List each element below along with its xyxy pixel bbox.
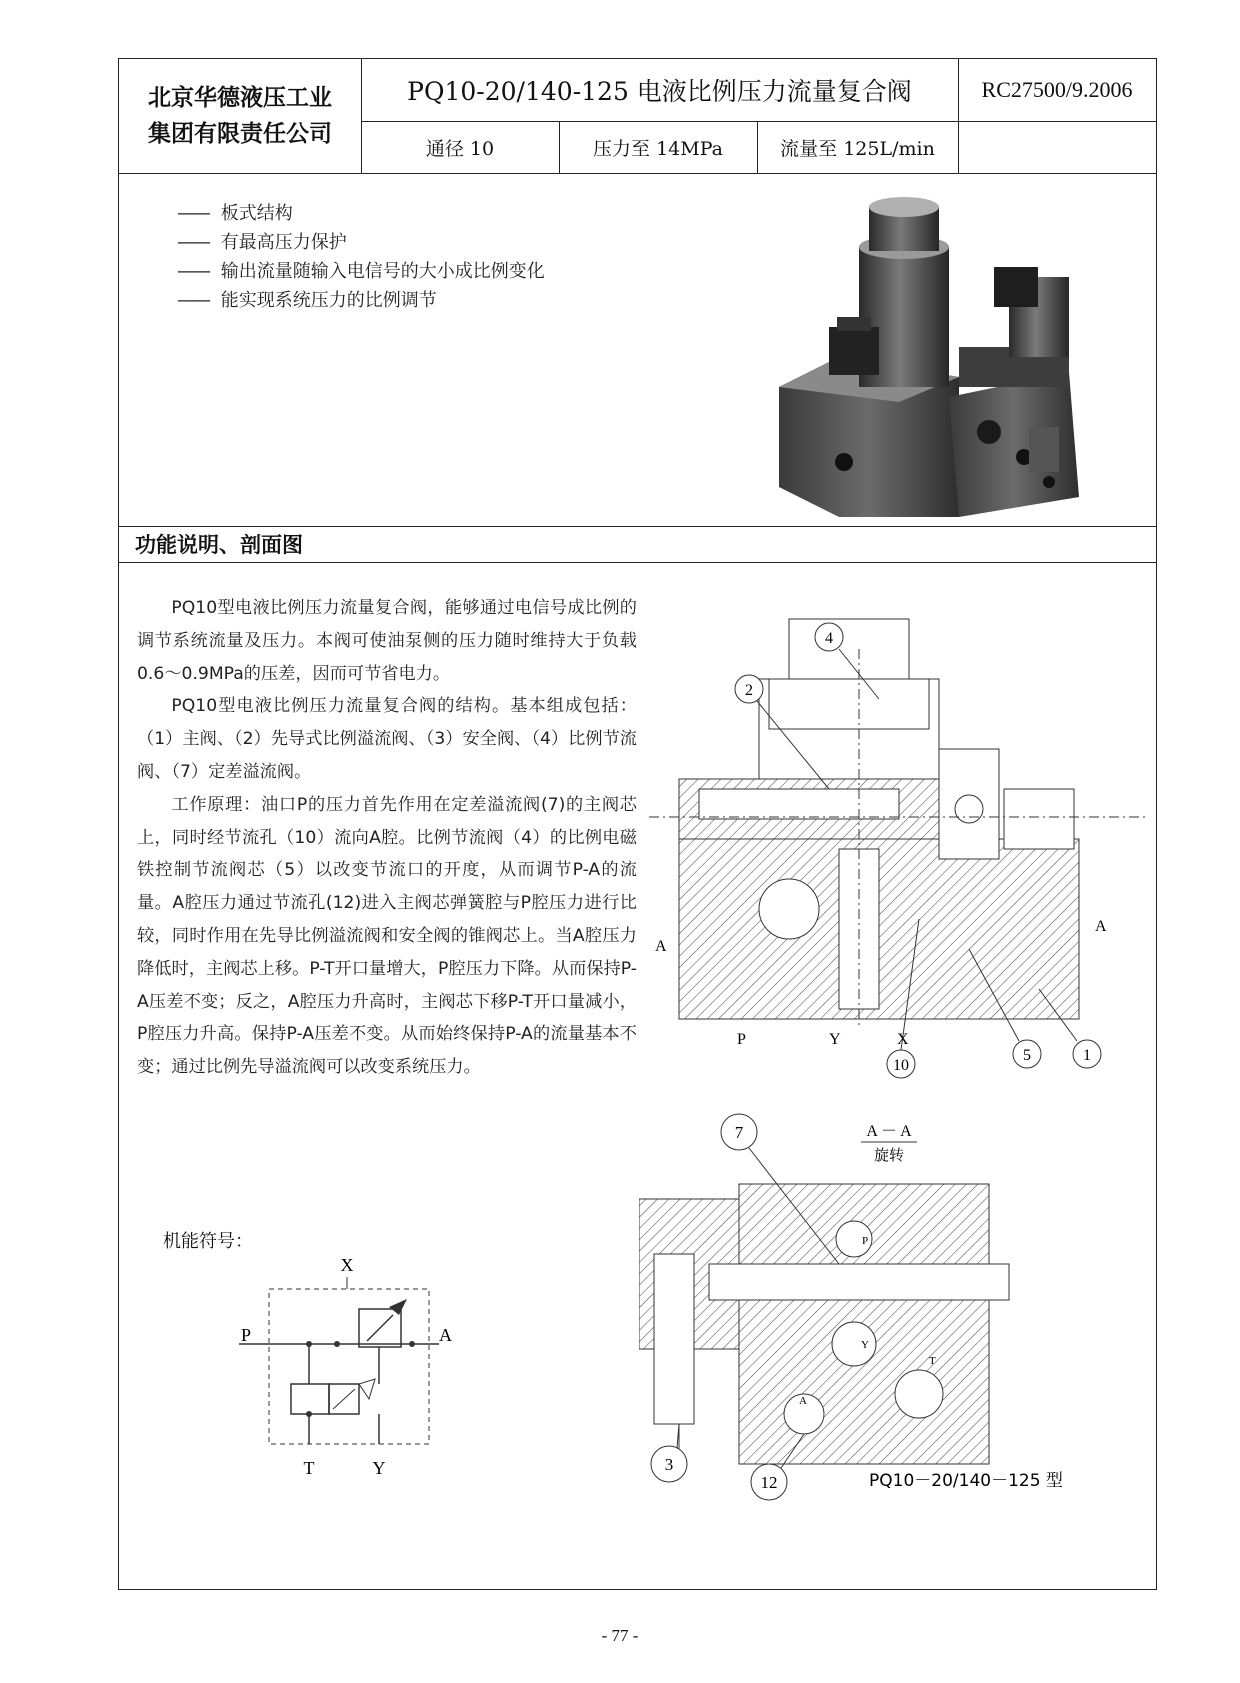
- document-code: RC27500/9.2006: [981, 77, 1133, 102]
- label-x: X: [897, 1031, 909, 1048]
- section-bottom-line: [119, 562, 1156, 563]
- callout-10: 10: [893, 1057, 909, 1074]
- callout-1: 1: [1083, 1047, 1091, 1064]
- symbol-port-y: Y: [372, 1458, 386, 1478]
- callout-3: 3: [664, 1455, 674, 1474]
- callout-2: 2: [745, 682, 753, 699]
- product-photo: [759, 187, 1159, 527]
- callout-7: 7: [734, 1123, 744, 1142]
- symbol-port-a: A: [439, 1325, 452, 1345]
- company-line-2: 集团有限责任公司: [148, 121, 332, 147]
- callout-4: 4: [825, 630, 833, 647]
- spec-flow: 流量至 125L/min: [780, 137, 935, 160]
- feature-list: [177, 199, 545, 315]
- page-frame: [118, 58, 1157, 1590]
- aa-port-p: P: [862, 1235, 869, 1247]
- aa-port-t: T: [929, 1355, 936, 1367]
- header-bottom-line: [119, 173, 1156, 174]
- callout-5: 5: [1023, 1047, 1031, 1064]
- feature-item: —— 能实现系统压力的比例调节: [177, 286, 545, 315]
- product-title: PQ10-20/140-125 电液比例压力流量复合阀: [407, 77, 912, 106]
- label-a-right: A: [1095, 918, 1107, 935]
- company-line-1: 北京华德液压工业: [148, 85, 332, 111]
- aa-heading: A － A: [866, 1123, 912, 1140]
- model-label: PQ10－20/140－125 型: [869, 1471, 1063, 1491]
- callout-12: 12: [760, 1473, 778, 1492]
- page-number: - 77 -: [601, 1626, 639, 1645]
- aa-port-y: Y: [861, 1339, 869, 1351]
- hydraulic-symbol: [229, 1249, 489, 1479]
- symbol-port-t: T: [303, 1458, 315, 1478]
- spec-bore: 通径 10: [425, 137, 495, 160]
- company-name: [119, 59, 361, 173]
- sectional-drawing: [639, 589, 1154, 1089]
- feature-item: —— 板式结构: [177, 199, 545, 228]
- section-title: 功能说明、剖面图: [135, 533, 303, 557]
- label-p: P: [737, 1031, 746, 1048]
- aa-subheading: 旋转: [873, 1148, 905, 1164]
- feature-item: —— 输出流量随输入电信号的大小成比例变化: [177, 257, 545, 286]
- description-paragraph: 工作原理：油口P的压力首先作用在定差溢流阀(7)的主阀芯上，同时经节流孔（10）流向A腔。比例节流阀（4）的比例电磁铁控制节流阀芯（5）以改变节流口的开度，从而调节P-A的流量。A腔压力通过节流孔(12)进入主阀芯弹簧腔与P腔压力进行比较，同时作用在先导比例溢流阀和安全阀的锥阀芯上。当A腔压力降低时，主阀芯上移。P-T开口量增大，P腔压力下降。从而保持P-A压差不变；反之，A腔压力升高时，主阀芯下移P-T开口量减小，P腔压力升高。保持P-A压差不变。从而始终保持P-A的流量基本不变；通过比例先导溢流阀可以改变系统压力。: [137, 794, 637, 1078]
- description-paragraph: PQ10型电液比例压力流量复合阀，能够通过电信号成比例的调节系统流量及压力。本阀可使油泵侧的压力随时维持大于负载0.6～0.9MPa的压差，因而可节省电力。: [137, 598, 637, 684]
- label-y: Y: [829, 1031, 841, 1048]
- description-paragraph: PQ10型电液比例压力流量复合阀的结构。基本组成包括：（1）主阀、（2）先导式比例溢流阀、（3）安全阀、（4）比例节流阀、（7）定差溢流阀。: [137, 696, 637, 782]
- spec-pressure: 压力至 14MPa: [593, 137, 723, 160]
- symbol-label: 机能符号：: [163, 1231, 253, 1252]
- feature-item: —— 有最高压力保护: [177, 228, 545, 257]
- symbol-port-p: P: [241, 1325, 252, 1345]
- aa-port-a: A: [799, 1395, 807, 1407]
- label-a-left: A: [655, 938, 667, 955]
- symbol-port-x: X: [340, 1255, 354, 1275]
- description: [137, 592, 637, 1084]
- aa-section-drawing: [639, 1104, 1154, 1554]
